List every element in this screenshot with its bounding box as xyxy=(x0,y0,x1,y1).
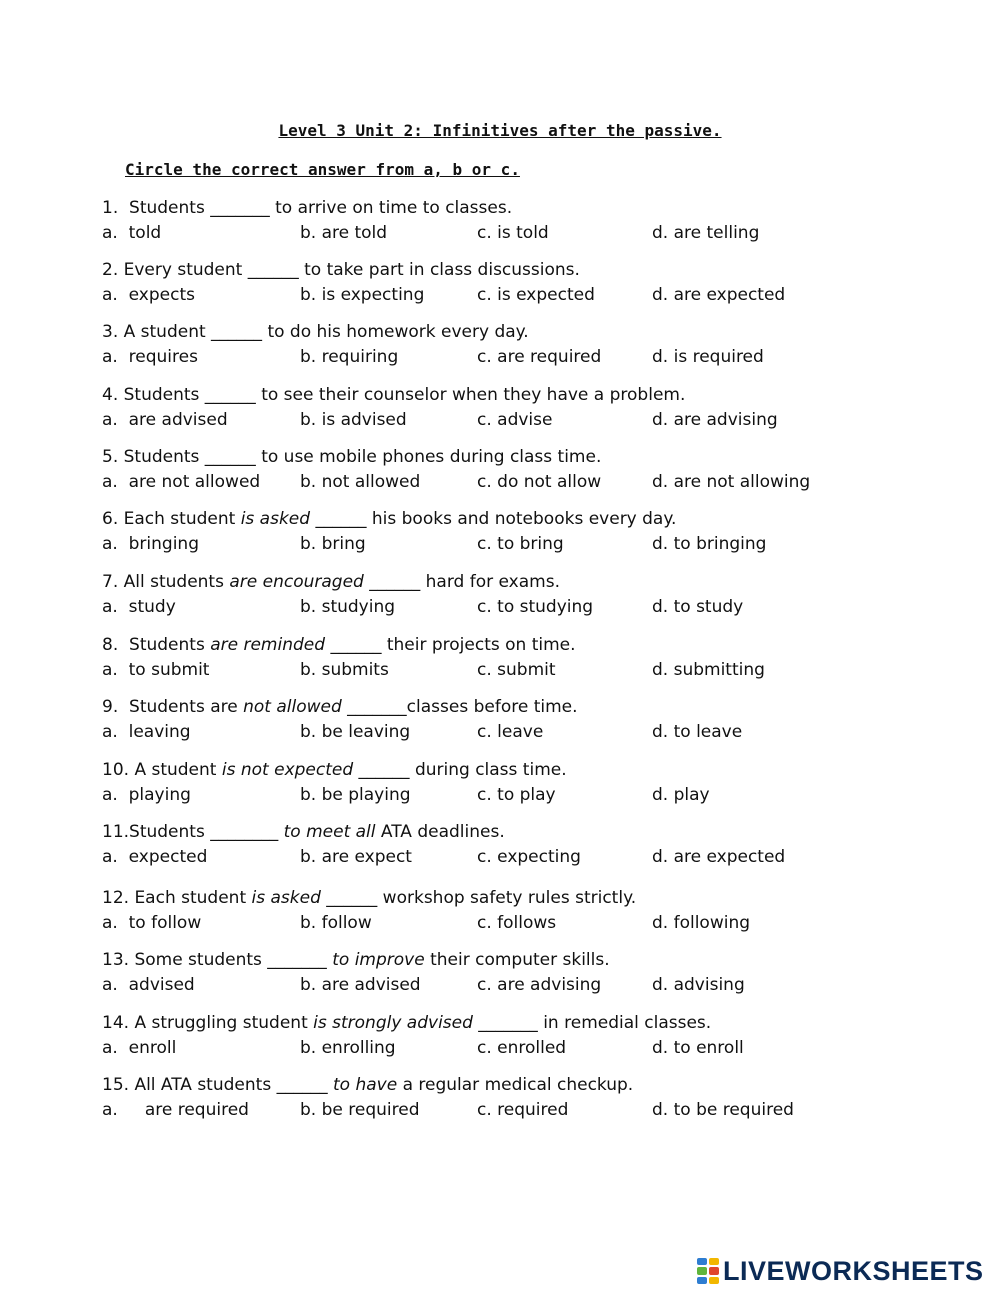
answer-option-c[interactable]: c. to play xyxy=(477,785,556,805)
answer-option-b[interactable]: b. enrolling xyxy=(300,1038,396,1058)
question-text xyxy=(102,260,580,280)
question-text-part: to have xyxy=(332,1075,398,1095)
liveworksheets-logo xyxy=(697,1256,984,1286)
question-text-part: to improve xyxy=(332,950,425,970)
answer-option-d[interactable]: d. to study xyxy=(652,597,744,617)
question-text-part: is strongly advised xyxy=(313,1013,473,1033)
answer-option-b[interactable]: b. be leaving xyxy=(300,722,411,742)
answer-option-b[interactable]: b. bring xyxy=(300,534,366,554)
question-text-part: is not expected xyxy=(221,760,354,780)
worksheet-title: Level 3 Unit 2: Infinitives after the passive. xyxy=(278,121,722,140)
answer-option-a[interactable]: a. advised xyxy=(102,975,195,995)
answer-option-d[interactable]: d. to enroll xyxy=(652,1038,744,1058)
answer-option-b[interactable]: b. are told xyxy=(300,223,388,243)
answer-option-c[interactable]: c. expecting xyxy=(477,847,581,867)
answer-option-c[interactable]: c. required xyxy=(477,1100,569,1120)
question-text-part: are encouraged xyxy=(229,572,364,592)
question-text-part: 12. Each student xyxy=(102,888,252,908)
answer-option-a[interactable]: a. to submit xyxy=(102,660,210,680)
question-text xyxy=(102,697,578,717)
question-text-part: not allowed xyxy=(243,697,342,717)
answer-option-b[interactable]: b. follow xyxy=(300,913,372,933)
question-text-part: 8. Students xyxy=(102,635,211,655)
logo-tile xyxy=(709,1267,719,1274)
logo-tile xyxy=(697,1277,707,1284)
answer-option-b[interactable]: b. be playing xyxy=(300,785,411,805)
logo-tile xyxy=(697,1258,707,1265)
worksheet-instructions: Circle the correct answer from a, b or c. xyxy=(125,160,520,179)
answer-option-b[interactable]: b. be required xyxy=(300,1100,420,1120)
answer-option-c[interactable]: c. advise xyxy=(477,410,553,430)
question-text-part: are reminded xyxy=(210,635,326,655)
question-text-part: 7. All students xyxy=(102,572,230,592)
answer-option-d[interactable]: d. are expected xyxy=(652,847,786,867)
answer-option-a[interactable]: a. expected xyxy=(102,847,208,867)
answer-option-a[interactable]: a. told xyxy=(102,223,162,243)
question-text-part: 13. Some students _______ xyxy=(102,950,333,970)
question-text-part: 11.Students ________ xyxy=(102,822,284,842)
question-text-part: 1. Students _______ to arrive on time to classes. xyxy=(102,198,513,218)
question-text-part: 15. All ATA students ______ xyxy=(102,1075,333,1095)
question-text-part: ______ workshop safety rules strictly. xyxy=(320,888,637,908)
question-text xyxy=(102,322,529,342)
question-text-part: ______ his books and notebooks every day. xyxy=(310,509,677,529)
question-text-part: _______ in remedial classes. xyxy=(472,1013,712,1033)
answer-option-d[interactable]: d. play xyxy=(652,785,710,805)
answer-option-c[interactable]: c. to studying xyxy=(477,597,594,617)
question-text xyxy=(102,572,560,592)
answer-option-c[interactable]: c. are required xyxy=(477,347,602,367)
question-text-part: ATA deadlines. xyxy=(375,822,505,842)
answer-option-c[interactable]: c. leave xyxy=(477,722,544,742)
question-text xyxy=(102,509,676,529)
answer-option-d[interactable]: d. are advising xyxy=(652,410,778,430)
question-text-part: to meet all xyxy=(283,822,376,842)
question-text-part: 10. A student xyxy=(102,760,222,780)
question-text xyxy=(102,1075,633,1095)
question-text-part: a regular medical checkup. xyxy=(397,1075,634,1095)
answer-option-c[interactable]: c. to bring xyxy=(477,534,564,554)
question-text-part: ______ hard for exams. xyxy=(363,572,560,592)
answer-option-c[interactable]: c. is expected xyxy=(477,285,595,305)
question-text xyxy=(102,635,576,655)
answer-option-b[interactable]: b. not allowed xyxy=(300,472,421,492)
question-text xyxy=(102,950,610,970)
question-text-part: ______ their projects on time. xyxy=(325,635,576,655)
answer-option-a[interactable]: a. leaving xyxy=(102,722,191,742)
answer-option-c[interactable]: c. follows xyxy=(477,913,557,933)
answer-option-a[interactable]: a. expects xyxy=(102,285,195,305)
answer-option-c[interactable]: c. is told xyxy=(477,223,549,243)
answer-option-b[interactable]: b. is advised xyxy=(300,410,407,430)
answer-option-b[interactable]: b. is expecting xyxy=(300,285,425,305)
question-text-part: is asked xyxy=(240,509,311,529)
answer-option-b[interactable]: b. are advised xyxy=(300,975,421,995)
question-text-part: is asked xyxy=(251,888,321,908)
liveworksheets-logo-text: LIVEWORKSHEETS xyxy=(723,1255,984,1286)
answer-option-a[interactable]: a. study xyxy=(102,597,176,617)
question-text-part: 14. A struggling student xyxy=(102,1013,314,1033)
answer-option-a[interactable]: a. enroll xyxy=(102,1038,177,1058)
answer-option-b[interactable]: b. requiring xyxy=(300,347,399,367)
answer-option-d[interactable]: d. is required xyxy=(652,347,764,367)
answer-option-d[interactable]: d. advising xyxy=(652,975,745,995)
question-text-part: their computer skills. xyxy=(424,950,610,970)
question-text xyxy=(102,385,685,405)
question-text-part: 4. Students ______ to see their counselor when they have a problem. xyxy=(102,385,686,405)
answer-option-d[interactable]: d. are not allowing xyxy=(652,472,811,492)
answer-option-d[interactable]: d. are telling xyxy=(652,223,760,243)
answer-option-c[interactable]: c. are advising xyxy=(477,975,602,995)
question-text xyxy=(102,1013,711,1033)
answer-option-c[interactable]: c. submit xyxy=(477,660,556,680)
answer-option-a[interactable]: a. bringing xyxy=(102,534,199,554)
question-text-part: _______classes before time. xyxy=(341,697,578,717)
question-text-part: 3. A student ______ to do his homework every day. xyxy=(102,322,529,342)
answer-option-d[interactable]: d. following xyxy=(652,913,751,933)
answer-option-a[interactable]: a. are advised xyxy=(102,410,228,430)
question-text xyxy=(102,760,567,780)
question-text-part: 5. Students ______ to use mobile phones during class time. xyxy=(102,447,602,467)
question-text-part: 6. Each student xyxy=(102,509,241,529)
question-text xyxy=(102,447,601,467)
answer-option-c[interactable]: c. enrolled xyxy=(477,1038,567,1058)
question-text-part: 9. Students are xyxy=(102,697,244,717)
answer-option-b[interactable]: b. studying xyxy=(300,597,396,617)
logo-tile xyxy=(709,1258,719,1265)
question-text xyxy=(102,888,636,908)
logo-tile xyxy=(697,1267,707,1274)
answer-option-b[interactable]: b. are expect xyxy=(300,847,412,867)
answer-option-d[interactable]: d. to leave xyxy=(652,722,743,742)
question-text xyxy=(102,198,512,218)
answer-option-d[interactable]: d. submitting xyxy=(652,660,765,680)
answer-option-b[interactable]: b. submits xyxy=(300,660,389,680)
answer-option-a[interactable]: a. playing xyxy=(102,785,191,805)
logo-tile xyxy=(709,1277,719,1284)
answer-option-a[interactable]: a. requires xyxy=(102,347,198,367)
answer-option-d[interactable]: d. to be required xyxy=(652,1100,794,1120)
question-text xyxy=(102,822,505,842)
question-text-part: ______ during class time. xyxy=(353,760,567,780)
question-text-part: 2. Every student ______ to take part in class discussions. xyxy=(102,260,580,280)
answer-option-d[interactable]: d. are expected xyxy=(652,285,786,305)
answer-option-a[interactable]: a. are not allowed xyxy=(102,472,261,492)
answer-option-c[interactable]: c. do not allow xyxy=(477,472,602,492)
liveworksheets-logo-icon xyxy=(697,1258,719,1284)
answer-option-a[interactable]: a. to follow xyxy=(102,913,202,933)
answer-option-d[interactable]: d. to bringing xyxy=(652,534,767,554)
answer-option-a[interactable]: a. are required xyxy=(102,1100,249,1120)
